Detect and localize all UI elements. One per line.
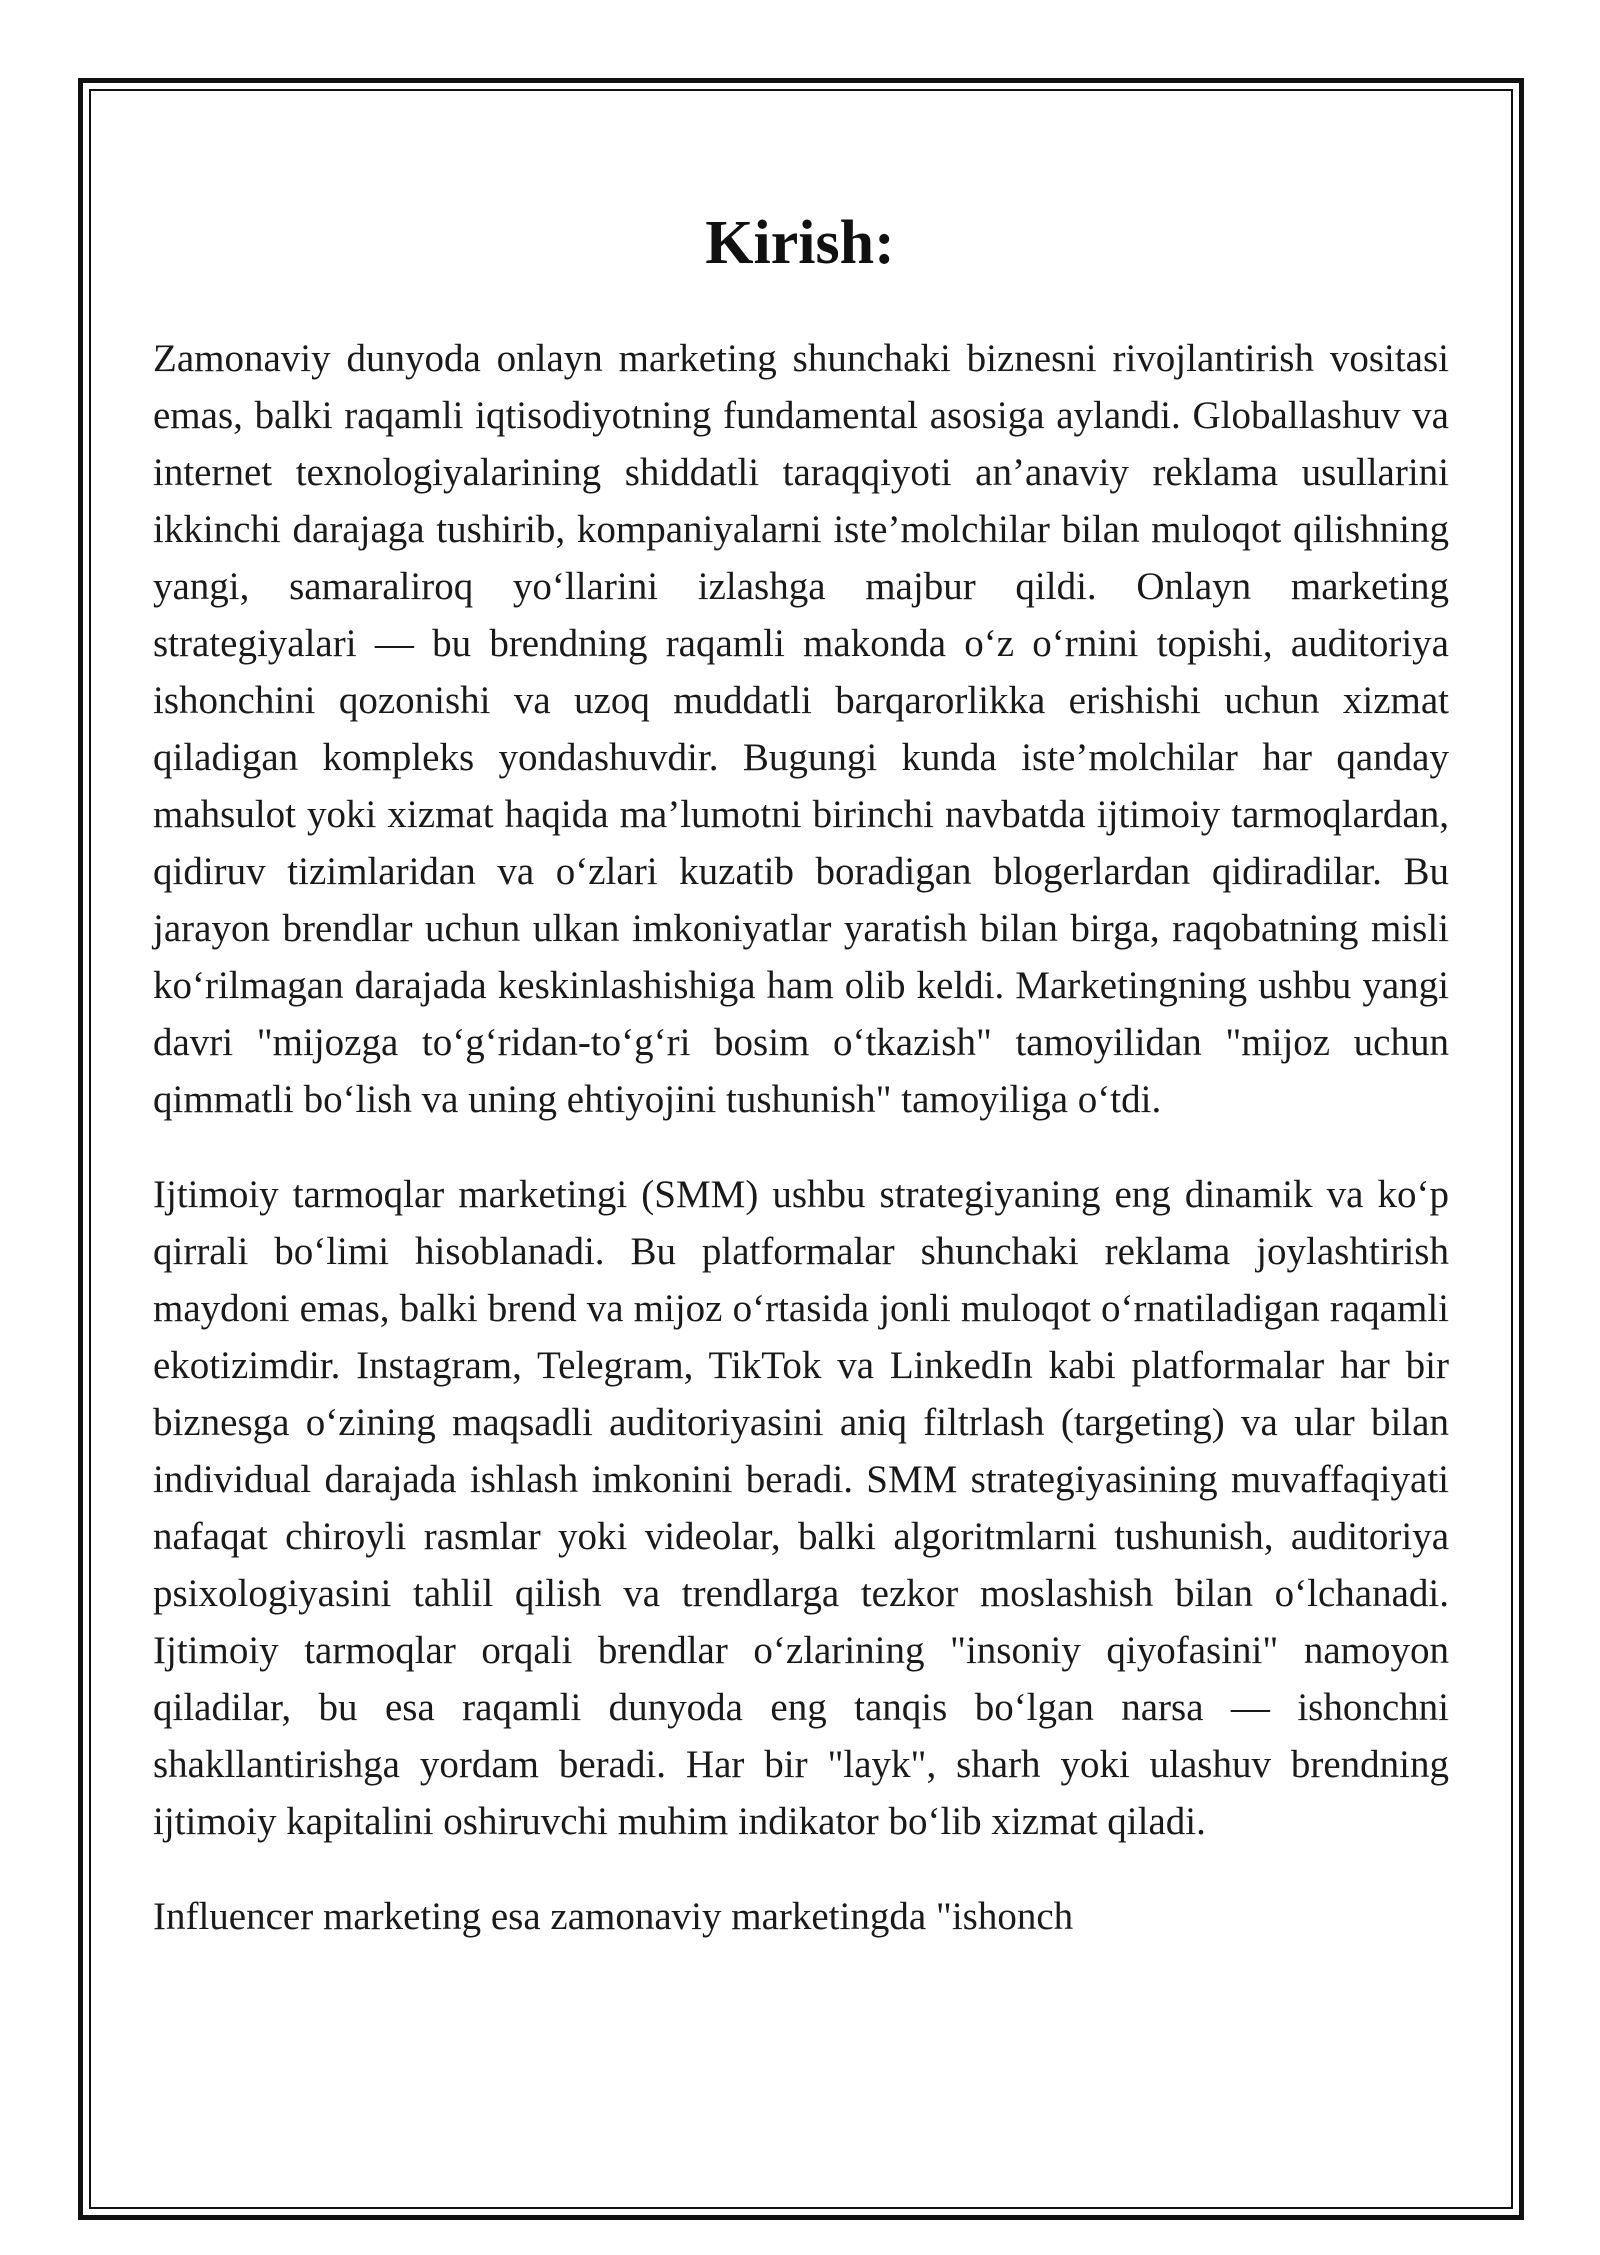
paragraph-smm: Ijtimoiy tarmoqlar marketingi (SMM) ushbu strategiyaning eng dinamik va ko‘p qirrali bo‘limi hisoblanadi. Bu platformalar shunchaki reklama joylashtirish maydoni emas, balki brend va mijoz o‘rtasida jonli muloqot o‘rnatiladigan raqamli ekotizimdir. Instagram, Telegram, TikTok va LinkedIn kabi platformalar har bir biznesga o‘zining maqsadli auditoriyasini aniq filtrlash (targeting) va ular bilan individual darajada ishlash imkonini beradi. SMM strategiyasining muvaffaqiyati nafaqat chiroyli rasmlar yoki videolar, balki algoritmlarni tushunish, auditoriya psixologiyasini tahlil qilish va trendlarga tezkor moslashish bilan o‘lchanadi. Ijtimoiy tarmoqlar orqali brendlar o‘zlarining "insoniy qiyofasini" namoyon qiladilar, bu esa raqamli dunyoda eng tanqis bo‘lgan narsa — ishonchni shakllantirishga yordam beradi. Har bir "layk", sharh yoki ulashuv brendning ijtimoiy kapitalini oshiruvchi muhim indikator bo‘lib xizmat qiladi.: [153, 1173, 1449, 1843]
document-body: [153, 330, 1449, 1983]
page-title: Kirish:: [705, 209, 895, 277]
paragraph-influencer: Influencer marketing esa zamonaviy marketingda "ishonch: [153, 1895, 1074, 1938]
paragraph-introduction: Zamonaviy dunyoda onlayn marketing shunchaki biznesni rivojlantirish vositasi emas, balki raqamli iqtisodiyotning fundamental asosiga aylandi. Globallashuv va internet texnologiyalarining shiddatli taraqqiyoti an’anaviy reklama usullarini ikkinchi darajaga tushirib, kompaniyalarni iste’molchilar bilan muloqot qilishning yangi, samaraliroq yo‘llarini izlashga majbur qildi. Onlayn marketing strategiyalari — bu brendning raqamli makonda o‘z o‘rnini topishi, auditoriya ishonchini qozonishi va uzoq muddatli barqarorlikka erishishi uchun xizmat qiladigan kompleks yondashuvdir. Bugungi kunda iste’molchilar har qanday mahsulot yoki xizmat haqida ma’lumotni birinchi navbatda ijtimoiy tarmoqlardan, qidiruv tizimlaridan va o‘zlari kuzatib boradigan blogerlardan qidiradilar. Bu jarayon brendlar uchun ulkan imkoniyatlar yaratish bilan birga, raqobatning misli ko‘rilmagan darajada keskinlashishiga ham olib keldi. Marketingning ushbu yangi davri "mijozga to‘g‘ridan-to‘g‘ri bosim o‘tkazish" tamoyilidan "mijoz uchun qimmatli bo‘lish va uning ehtiyojini tushunish" tamoyiliga o‘tdi.: [153, 337, 1449, 1121]
